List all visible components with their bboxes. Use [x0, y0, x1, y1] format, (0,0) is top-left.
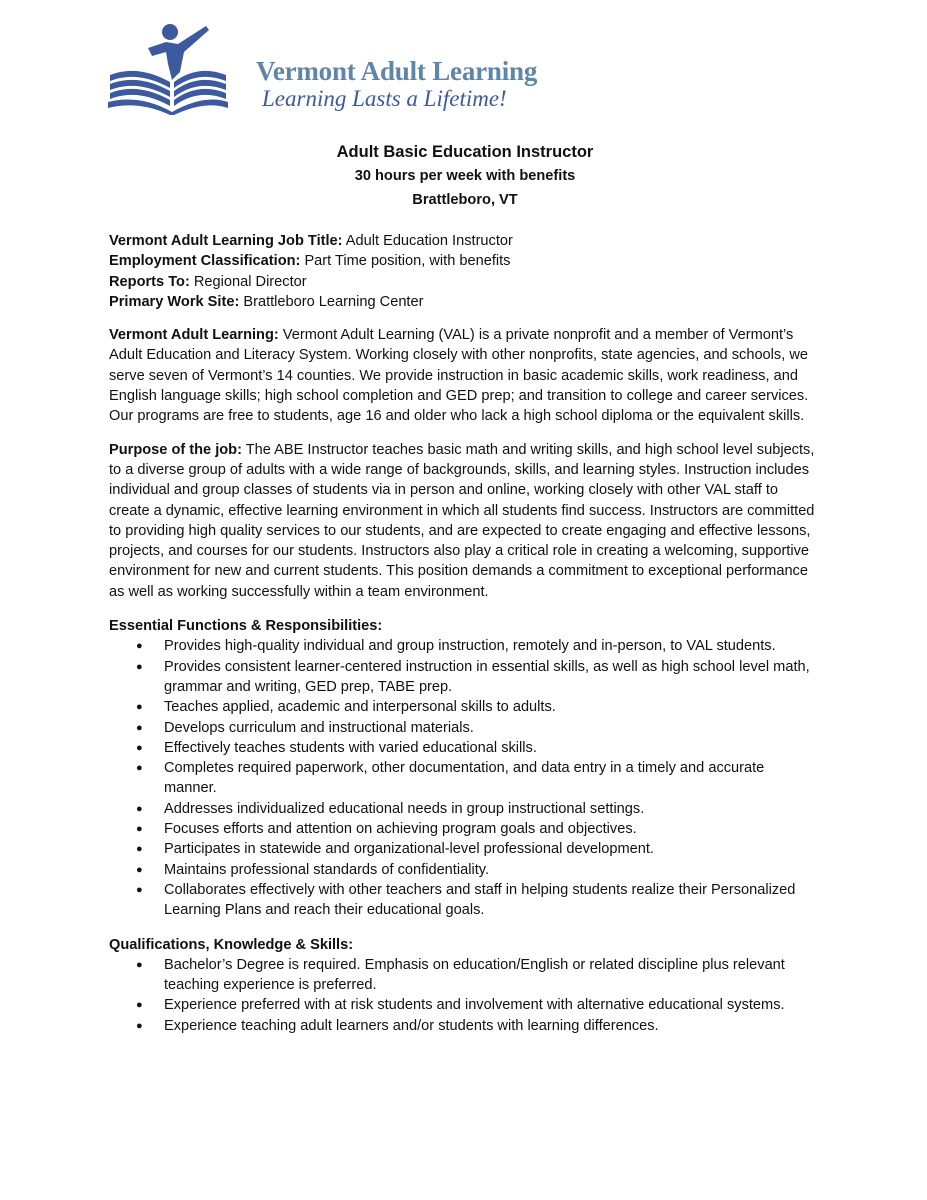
list-item: ● Teaches applied, academic and interpersonal skills to adults.	[109, 697, 821, 717]
list-item: ● Bachelor’s Degree is required. Emphasis on education/English or related discipline plus relevant teaching experience is preferred.	[109, 955, 821, 996]
list-item: ● Focuses efforts and attention on achieving program goals and objectives.	[109, 819, 821, 839]
list-item: ● Provides high-quality individual and group instruction, remotely and in-person, to VAL students.	[109, 636, 821, 656]
organization-logo	[108, 20, 548, 115]
qualifications-list	[109, 955, 821, 1036]
purpose-text: The ABE Instructor teaches basic math and writing skills, and high school level subjects, to a diverse group of adults with a wide range of backgrounds, skills, and learning styles. Instruction includes individual and group classes of students via in person and online, working closely with other VAL staff to create a dynamic, effective learning environment in which all students find success. Instructors are committed to providing high quality services to our students, and are expected to create engaging and effective lessons, projects, and courses for our students. Instructors also play a critical role in creating a welcoming, supportive environment for new and current students. This position demands a commitment to exceptional performance as well as working successfully within a team environment.	[109, 441, 815, 600]
list-item: ● Experience preferred with at risk students and involvement with alternative educational systems.	[109, 995, 821, 1015]
job-location: Brattleboro, VT	[412, 192, 518, 208]
logo-name: Vermont Adult Learning	[256, 56, 538, 86]
field-job-title	[109, 231, 821, 251]
list-item: ● Experience teaching adult learners and/or students with learning differences.	[109, 1016, 821, 1036]
job-hours: 30 hours per week with benefits	[354, 168, 576, 184]
job-title: Adult Basic Education Instructor	[336, 143, 594, 161]
field-primary-work-site	[109, 292, 821, 312]
qualifications-heading: Qualifications, Knowledge & Skills:	[109, 936, 354, 953]
field-label: Primary Work Site:	[109, 293, 240, 310]
job-fields	[109, 231, 821, 312]
job-posting	[109, 140, 821, 1036]
logo-tagline: Learning Lasts a Lifetime!	[262, 86, 507, 111]
list-item: ● Effectively teaches students with varied educational skills.	[109, 738, 821, 758]
list-item: ● Collaborates effectively with other teachers and staff in helping students realize their Personalized Learning Plans and reach their educational goals.	[109, 880, 821, 921]
purpose-label: Purpose of the job:	[109, 441, 242, 458]
purpose-paragraph	[109, 440, 821, 602]
field-value: Brattleboro Learning Center	[239, 293, 424, 310]
list-item: ● Maintains professional standards of confidentiality.	[109, 860, 821, 880]
list-item: ● Addresses individualized educational needs in group instructional settings.	[109, 799, 821, 819]
field-reports-to	[109, 272, 821, 292]
list-item: ● Completes required paperwork, other documentation, and data entry in a timely and accurate manner.	[109, 758, 821, 799]
functions-list	[109, 636, 821, 920]
about-paragraph	[109, 325, 821, 426]
field-employment-classification	[109, 251, 821, 271]
field-value: Adult Education Instructor	[342, 233, 513, 249]
field-label: Reports To:	[109, 273, 190, 290]
about-text: Vermont Adult Learning (VAL) is a private nonprofit and a member of Vermont’s Adult Education and Literacy System. Working closely with other nonprofits, state agencies, and schools, we serve seven of Vermont’s 14 counties. We provide instruction in basic academic skills, work readiness, and English language skills; high school completion and GED prep; and transition to college and career services. Our programs are free to students, age 16 and older who lack a high school diploma or the equivalent skills.	[109, 327, 809, 425]
about-label: Vermont Adult Learning:	[109, 327, 279, 344]
list-item: ● Provides consistent learner-centered instruction in essential skills, as well as high school level math, grammar and writing, GED prep, TABE prep.	[109, 657, 821, 698]
field-value: Regional Director	[189, 273, 307, 290]
field-label: Employment Classification:	[109, 253, 301, 270]
list-item: ● Develops curriculum and instructional materials.	[109, 718, 821, 738]
functions-heading: Essential Functions & Responsibilities:	[109, 618, 383, 635]
open-book-reader-icon	[108, 20, 258, 115]
field-value: Part Time position, with benefits	[300, 253, 511, 270]
field-label: Vermont Adult Learning Job Title:	[109, 233, 343, 249]
list-item: ● Participates in statewide and organizational-level professional development.	[109, 839, 821, 859]
